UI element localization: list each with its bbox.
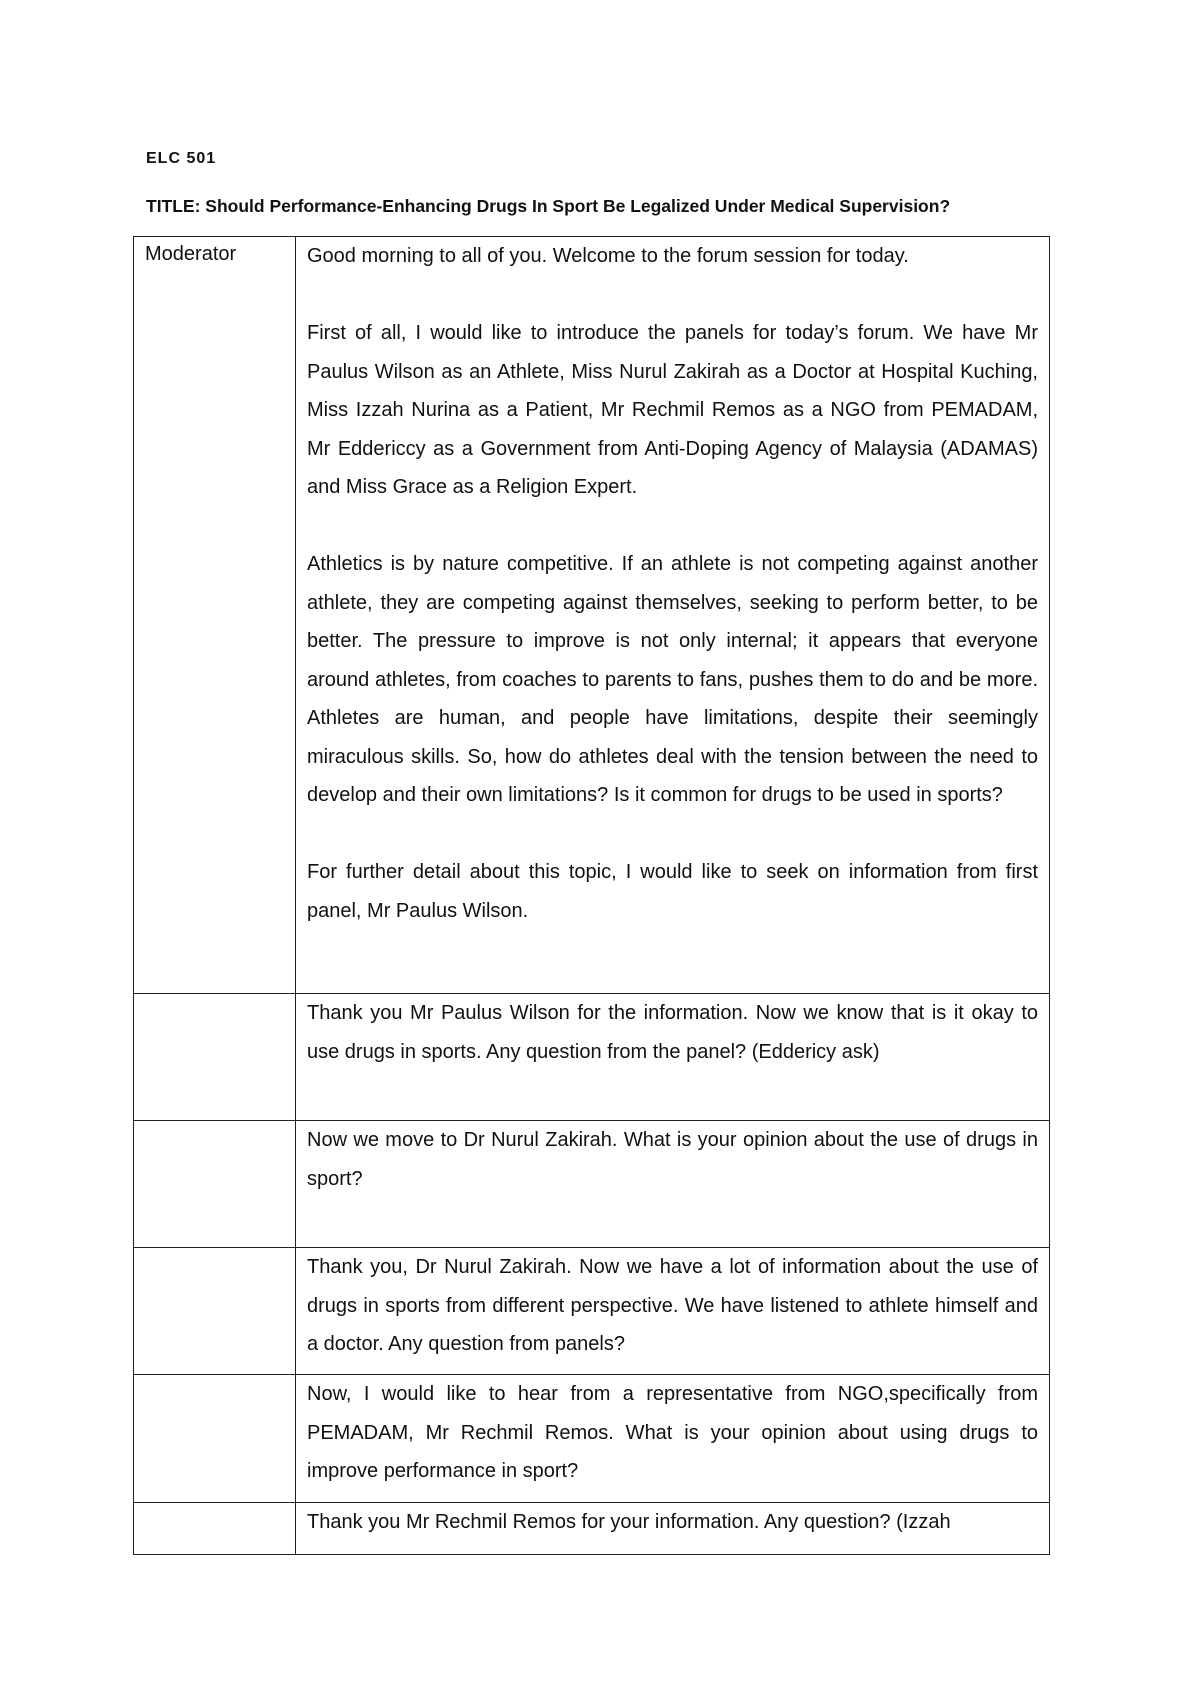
speaker-cell <box>134 994 296 1121</box>
speech-paragraph: Thank you, Dr Nurul Zakirah. Now we have a lot of information about the use of drugs in sports from different perspective. We have listened to athlete himself and a doctor. Any question from panels? <box>307 1256 1038 1355</box>
speech-paragraph: Thank you Mr Paulus Wilson for the information. Now we know that is it okay to use drugs in sports. Any question from the panel? (Eddericy ask) <box>307 1002 1038 1063</box>
speech-cell <box>296 1503 1050 1555</box>
speaker-cell <box>134 1248 296 1375</box>
table-row <box>134 1375 1050 1503</box>
speech-cell <box>296 1121 1050 1248</box>
speech-cell <box>296 1248 1050 1375</box>
speaker-cell <box>134 1121 296 1248</box>
table-row <box>134 1503 1050 1555</box>
speaker-cell <box>134 1375 296 1503</box>
speaker-cell <box>134 1503 296 1555</box>
speech-paragraph: First of all, I would like to introduce the panels for today’s forum. We have Mr Paulus Wilson as an Athlete, Miss Nurul Zakirah as a Doctor at Hospital Kuching, Miss Izzah Nurina as a Patient, Mr Rechmil Remos as a NGO from PEMADAM, Mr Eddericcy as a Government from Anti-Doping Agency of Malaysia (ADAMAS) and Miss Grace as a Religion Expert. <box>307 322 1038 498</box>
speech-paragraph: Now we move to Dr Nurul Zakirah. What is your opinion about the use of drugs in sport? <box>307 1129 1038 1190</box>
table-row <box>134 994 1050 1121</box>
speech-paragraph: Thank you Mr Rechmil Remos for your information. Any question? (Izzah <box>307 1511 951 1533</box>
table-row <box>134 1121 1050 1248</box>
document-title: TITLE: Should Performance-Enhancing Drugs In Sport Be Legalized Under Medical Supervision? <box>146 196 951 216</box>
forum-script-table <box>133 236 1050 1555</box>
speech-paragraph: Athletics is by nature competitive. If an athlete is not competing against another athlete, they are competing against themselves, seeking to perform better, to be better. The pressure to improve is not only internal; it appears that everyone around athletes, from coaches to parents to fans, pushes them to do and be more. Athletes are human, and people have limitations, despite their seemingly miraculous skills. So, how do athletes deal with the tension between the need to develop and their own limitations? Is it common for drugs to be used in sports? <box>307 553 1038 806</box>
speech-paragraph: Now, I would like to hear from a representative from NGO,specifically from PEMADAM, Mr Rechmil Remos. What is your opinion about using drugs to improve performance in sport? <box>307 1383 1038 1482</box>
table-row <box>134 237 1050 994</box>
speech-cell <box>296 994 1050 1121</box>
speech-cell <box>296 237 1050 994</box>
speech-cell <box>296 1375 1050 1503</box>
table-row <box>134 1248 1050 1375</box>
speech-paragraph: For further detail about this topic, I would like to seek on information from first panel, Mr Paulus Wilson. <box>307 861 1038 922</box>
speech-paragraph: Good morning to all of you. Welcome to the forum session for today. <box>307 245 909 267</box>
speaker-cell: Moderator <box>134 237 296 994</box>
course-code: ELC 501 <box>146 150 217 167</box>
